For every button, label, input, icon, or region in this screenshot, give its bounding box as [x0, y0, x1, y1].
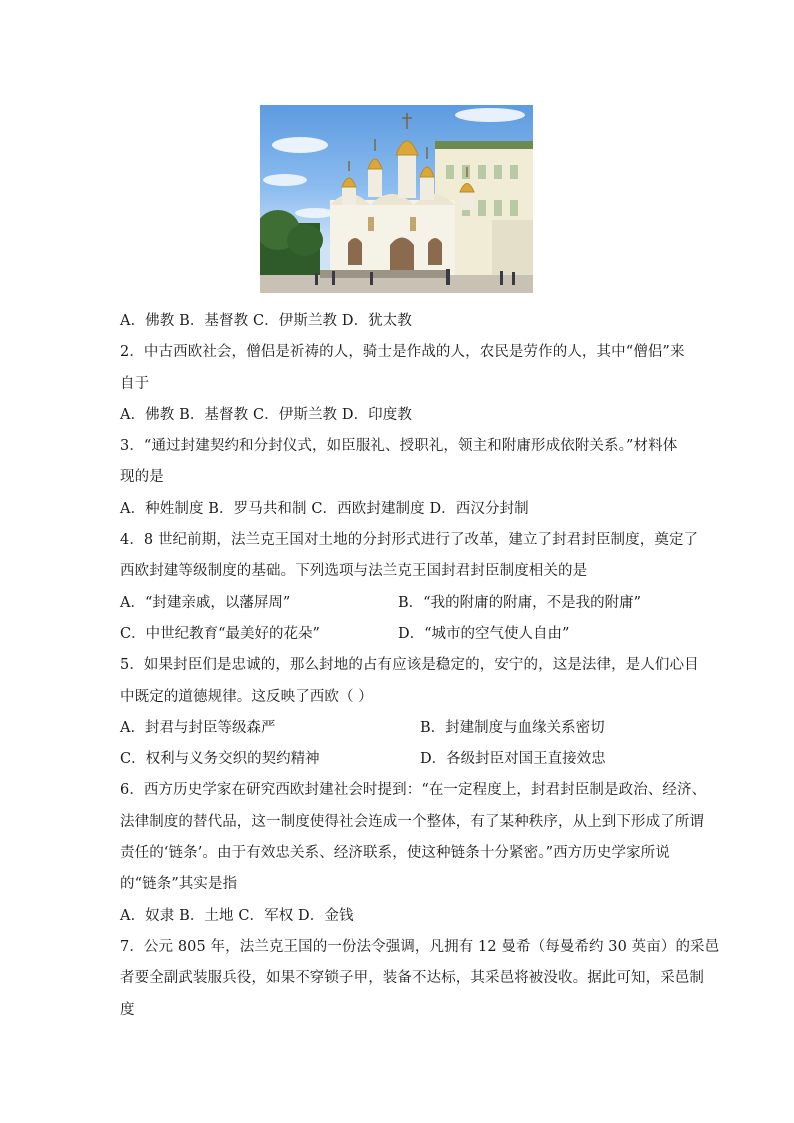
q5-option-a: A．封君与封臣等级森严 [120, 719, 276, 736]
q7-stem-line-1: 7．公元 805 年，法兰克王国的一份法令强调，凡拥有 12 曼希（每曼希约 30 英亩）的采邑 [120, 938, 720, 955]
q2-options: A．佛教 B．基督教 C．伊斯兰教 D．印度教 [120, 406, 412, 423]
q4-stem-line-1: 4．8 世纪前期，法兰克王国对土地的分封形式进行了改革，建立了封君封臣制度，奠定了 [120, 532, 699, 549]
question-list [120, 306, 720, 1026]
q4-option-d: D．“城市的空气使人自由” [398, 625, 570, 642]
q6-stem-line-3: 责任的‘链条’。由于有效忠关系、经济联系，使这种链条十分紧密。”西方历史学家所说 [120, 845, 670, 862]
q4-stem-line-2: 西欧封建等级制度的基础。下列选项与法兰克王国封君封臣制度相关的是 [120, 563, 588, 580]
q6-stem-line-4: 的“链条”其实是指 [120, 876, 238, 893]
q4-option-b: B．“我的附庸的附庸，不是我的附庸” [398, 594, 641, 611]
q6-options: A．奴隶 B．土地 C．军权 D．金钱 [120, 907, 354, 924]
q3-stem-line-2: 现的是 [120, 469, 164, 486]
q6-stem-line-1: 6．西方历史学家在研究西欧封建社会时提到：“在一定程度上，封君封臣制是政治、经济、 [120, 782, 707, 799]
q5-stem-line-2: 中既定的道德规律。这反映了西欧（ ） [120, 688, 373, 705]
q1-options: A．佛教 B．基督教 C．伊斯兰教 D．犹太教 [120, 313, 412, 329]
q7-stem-line-2: 者要全副武装服兵役，如果不穿锁子甲，装备不达标，其采邑将被没收。据此可知，采邑制 [120, 970, 704, 987]
q4-option-a: A．“封建亲戚，以藩屏周” [120, 594, 291, 611]
q3-stem-line-1: 3．“通过封建契约和分封仪式，如臣服礼、授职礼，领主和附庸形成依附关系。”材料体 [120, 438, 678, 455]
q4-option-c: C．中世纪教育“最美好的花朵” [120, 625, 320, 642]
q5-options-row-2 [120, 744, 680, 775]
cathedral-photo [260, 105, 533, 293]
q7-stem-line-3: 度 [120, 1001, 135, 1018]
q5-stem-line-1: 5．如果封臣们是忠诚的，那么封地的占有应该是稳定的，安宁的，这是法律，是人们心目 [120, 657, 699, 674]
q2-stem-line-1: 2．中古西欧社会，僧侣是祈祷的人，骑士是作战的人，农民是劳作的人，其中“僧侣”来 [120, 344, 685, 361]
q2-stem-line-2: 自于 [120, 375, 150, 392]
q4-options-row-1 [120, 588, 680, 619]
q5-option-c: C．权利与义务交织的契约精神 [120, 751, 320, 768]
cathedral-illustration [260, 105, 533, 293]
q6-stem-line-2: 法律制度的替代品，这一制度使得社会连成一个整体，有了某种秩序，从上到下形成了所谓 [120, 813, 704, 830]
q3-options: A．种姓制度 B．罗马共和制 C．西欧封建制度 D．西汉分封制 [120, 500, 529, 517]
q4-options-row-2 [120, 619, 680, 650]
q5-option-d: D．各级封臣对国王直接效忠 [420, 751, 606, 768]
q5-options-row-1 [120, 713, 680, 744]
q5-option-b: B．封建制度与血缘关系密切 [420, 719, 605, 736]
